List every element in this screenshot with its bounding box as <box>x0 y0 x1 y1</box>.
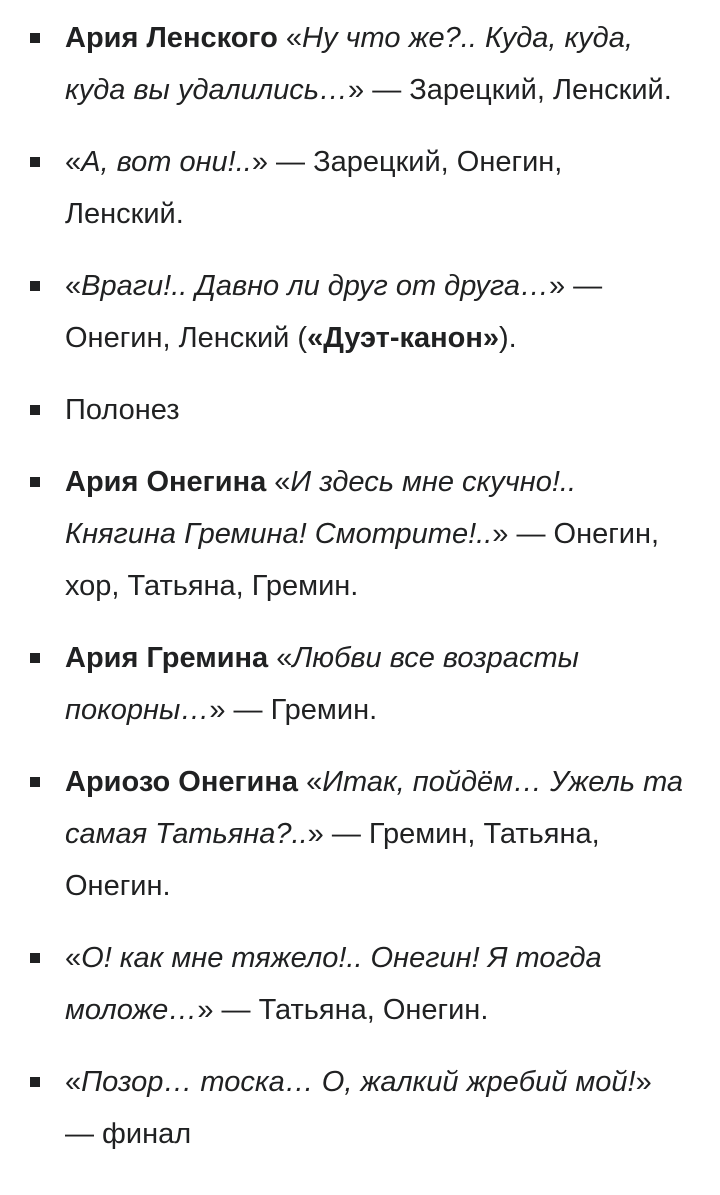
number-title: Ария Гремина <box>65 642 269 674</box>
number-title-plain: Полонез <box>65 394 180 426</box>
characters: — Онегин, хор, Татьяна, Гремин. <box>65 518 660 602</box>
list-item <box>0 932 720 1036</box>
open-quote: « <box>306 766 323 798</box>
number-title: Ариозо Онегина <box>65 766 299 798</box>
list-item <box>0 632 720 736</box>
close-quote: » <box>251 146 268 178</box>
lyric-quote: А, вот они!.. <box>81 146 252 178</box>
closing-paren: ). <box>499 322 517 354</box>
lyric-quote: Позор… тоска… О, жалкий жребий мой! <box>81 1066 636 1098</box>
close-quote: » <box>307 818 324 850</box>
close-quote: » <box>348 74 365 106</box>
number-title: Ария Онегина <box>65 466 267 498</box>
lyric-quote: Итак, пойдём… Ужель та самая Татьяна?.. <box>65 766 684 850</box>
lyric-quote: Любви все возрасты покорны… <box>65 642 579 726</box>
open-quote: « <box>274 466 291 498</box>
open-quote: « <box>65 146 82 178</box>
lyric-quote: О! как мне тяжело!.. Онегин! Я тогда моложе… <box>65 942 602 1026</box>
close-quote: » <box>197 994 214 1026</box>
close-quote: » <box>209 694 226 726</box>
number-title: Ария Ленского <box>65 22 278 54</box>
list-item <box>0 260 720 364</box>
close-quote: » <box>492 518 509 550</box>
open-quote: « <box>65 270 82 302</box>
list-item <box>0 456 720 612</box>
musical-numbers-list <box>0 12 720 1180</box>
close-quote: » <box>548 270 566 302</box>
characters: — Гремин. <box>225 694 378 726</box>
list-item <box>0 12 720 116</box>
lyric-quote: Ну что же?.. Куда, куда, куда вы удалились… <box>65 22 633 106</box>
characters: — Гремин, Татьяна, Онегин. <box>65 818 600 902</box>
close-quote: » <box>635 1066 652 1098</box>
list-item <box>0 1056 720 1160</box>
open-quote: « <box>276 642 293 674</box>
characters: — Онегин, Ленский ( <box>65 270 603 354</box>
characters: — Татьяна, Онегин. <box>213 994 489 1026</box>
list-item <box>0 756 720 912</box>
list-item <box>0 136 720 240</box>
open-quote: « <box>65 1066 82 1098</box>
duet-canon-label: «Дуэт-канон» <box>307 322 499 354</box>
open-quote: « <box>285 22 303 54</box>
lyric-quote: Враги!.. Давно ли друг от друга… <box>81 270 549 302</box>
lyric-quote: И здесь мне скучно!.. Княгина Гремина! Смотрите!.. <box>65 466 577 550</box>
characters: — финал <box>65 1118 192 1150</box>
characters: — Зарецкий, Онегин, Ленский. <box>65 146 563 230</box>
list-item <box>0 384 720 436</box>
open-quote: « <box>65 942 82 974</box>
characters: — Зарецкий, Ленский. <box>364 74 672 106</box>
